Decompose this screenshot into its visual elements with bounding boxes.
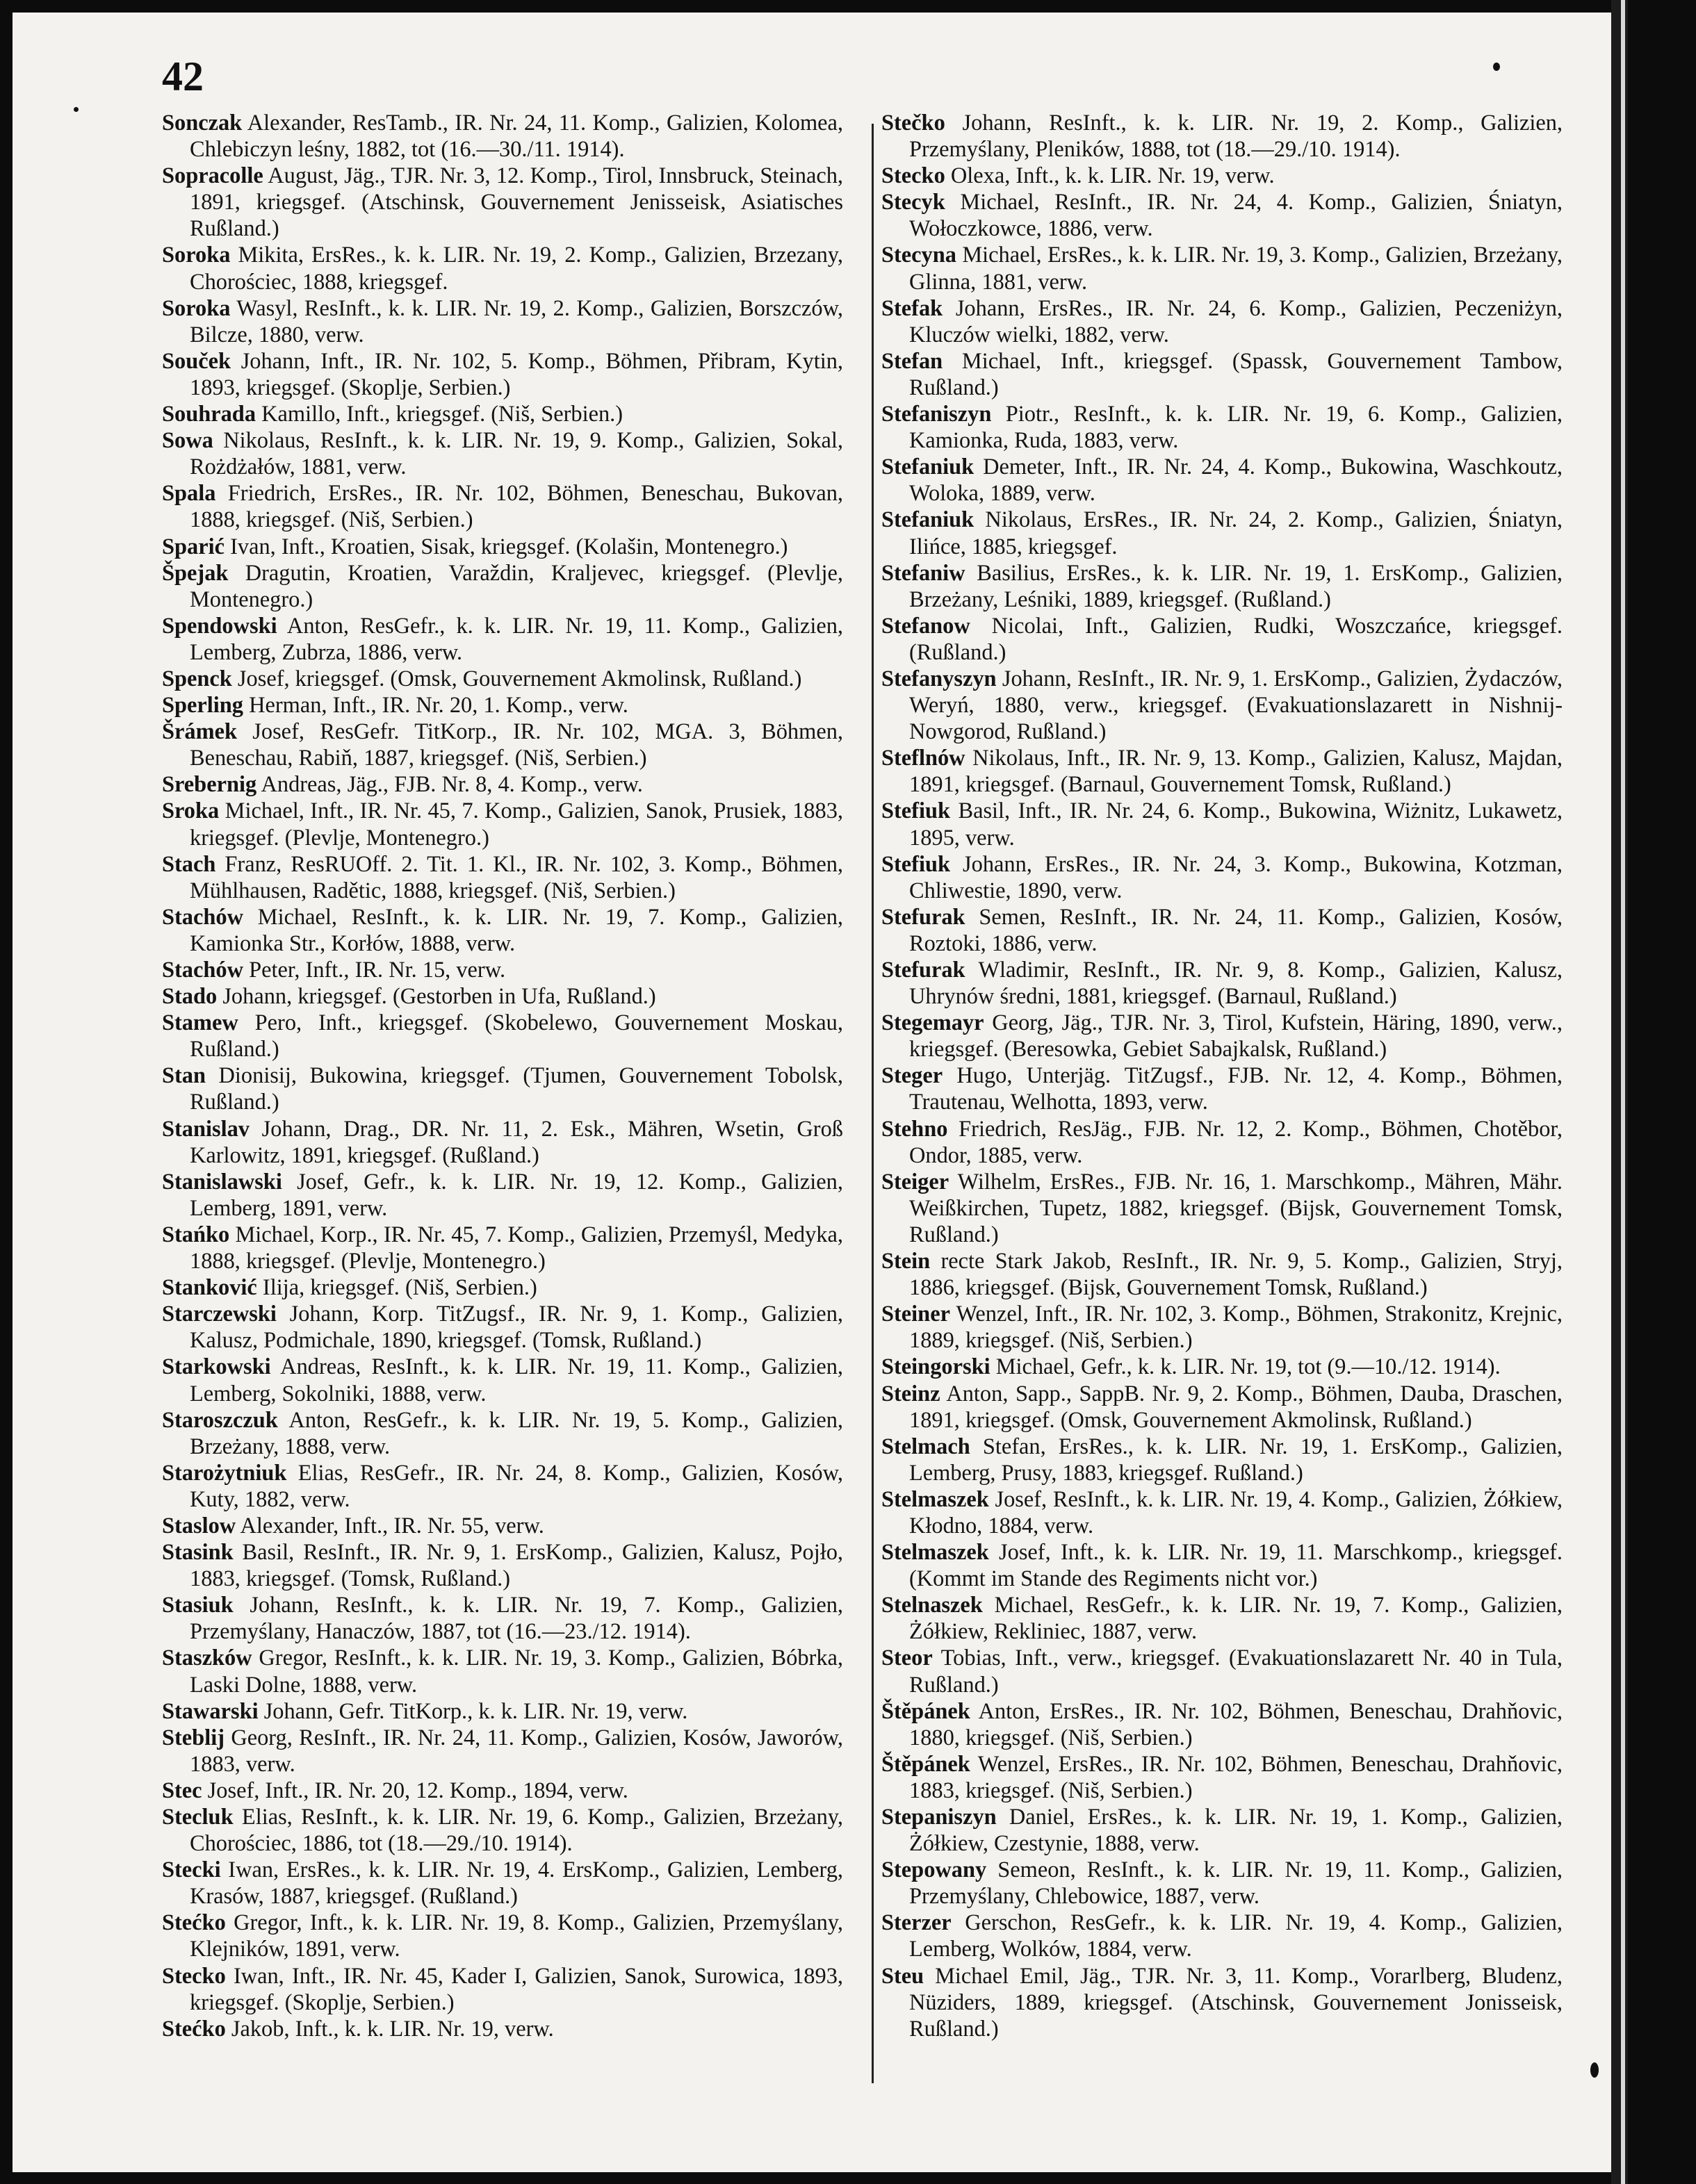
entry-surname: Stećko [162,2016,226,2042]
entry-details: Johann, ResInft., k. k. LIR. Nr. 19, 7. Komp., Galizien, Przemyślany, Hanaczów, 1887, tot (16.—23./12. 1914). [190,1593,843,1645]
register-entry [162,851,843,904]
register-entry [881,613,1563,666]
entry-details: Michael, Korp., IR. Nr. 45, 7. Komp., Galizien, Przemyśl, Medyka, 1888, kriegsgef. (Plevlje, Montenegro.) [190,1222,843,1274]
register-entry [162,1062,843,1115]
entry-surname: Stefaniszyn [881,402,992,427]
entry-surname: Stanković [162,1275,257,1301]
entry-details: Elias, ResGefr., IR. Nr. 24, 8. Komp., Galizien, Kosów, Kuty, 1882, verw. [190,1460,843,1512]
entry-details: Michael, ResInft., k. k. LIR. Nr. 19, 7. Komp., Galizien, Kamionka Str., Korłów, 1888, verw. [190,904,843,956]
entry-surname: Stepaniszyn [881,1805,997,1830]
entry-details: Daniel, ErsRes., k. k. LIR. Nr. 19, 1. Komp., Galizien, Żółkiew, Czestynie, 1888, verw. [909,1805,1563,1857]
entry-details: Anton, ResGefr., k. k. LIR. Nr. 19, 11. Komp., Galizien, Lemberg, Zubrza, 1886, verw. [190,613,843,665]
right-column [881,110,1563,2042]
entry-surname: Sowa [162,428,213,454]
register-entry [162,957,843,983]
entry-surname: Stefaniw [881,560,965,586]
entry-surname: Stachów [162,958,243,983]
entry-details: Nikolaus, ErsRes., IR. Nr. 24, 2. Komp., Galizien, Śniatyn, Ilińce, 1885, kriegsgef. [909,507,1563,559]
register-entry [162,904,843,957]
entry-details: Olexa, Inft., k. k. LIR. Nr. 19, verw. [950,163,1275,189]
entry-details: Wenzel, ErsRes., IR. Nr. 102, Böhmen, Beneschau, Drahňovic, 1883, kriegsgef. (Niš, Serbien.) [909,1751,1563,1803]
entry-surname: Stamew [162,1010,238,1036]
register-entry [881,110,1563,163]
register-entry [881,957,1563,1010]
register-entry [162,2016,843,2042]
entry-details: Andreas, ResInft., k. k. LIR. Nr. 19, 11. Komp., Galizien, Lemberg, Sokolniki, 1888, verw. [190,1354,844,1406]
entry-surname: Steu [881,1963,924,1989]
register-entry [162,1857,843,1910]
register-entry [162,692,843,719]
entry-details: Wenzel, Inft., IR. Nr. 102, 3. Komp., Böhmen, Strakonitz, Krejnic, 1889, kriegsgef. (Niš, Serbien.) [909,1302,1563,1354]
register-entry [162,1698,843,1725]
entry-surname: Šrámek [162,719,237,745]
entry-details: Peter, Inft., IR. Nr. 15, verw. [249,958,506,983]
entry-details: Nikolaus, Inft., IR. Nr. 9, 13. Komp., Galizien, Kalusz, Majdan, 1891, kriegsgef. (Barnaul, Gouvernement Tomsk, Rußland.) [909,746,1563,798]
entry-details: Alexander, ResTamb., IR. Nr. 24, 11. Komp., Galizien, Kolomea, Chlebiczyn leśny, 1882, tot (16.—30./11. 1914). [190,110,843,163]
entry-surname: Stan [162,1063,206,1089]
register-entry [881,1857,1563,1910]
entry-details: Johann, ErsRes., IR. Nr. 24, 3. Komp., Bukowina, Kotzman, Chliwestie, 1890, verw. [909,851,1563,903]
entry-details: Gregor, Inft., k. k. LIR. Nr. 19, 8. Komp., Galizien, Przemyślany, Klejników, 1891, verw. [190,1910,843,1962]
entry-surname: Steiger [881,1169,949,1194]
entry-details: Elias, ResInft., k. k. LIR. Nr. 19, 6. Komp., Galizien, Brzeżany, Chorościec, 1886, tot (18.—29./10. 1914). [190,1805,843,1857]
entry-details: Michael, Inft., kriegsgef. (Spassk, Gouvernement Tambow, Rußland.) [909,348,1563,400]
entry-surname: Stehno [881,1116,948,1142]
register-entry [881,1354,1563,1380]
entry-surname: Stecyk [881,190,945,215]
register-entry [881,1963,1563,2042]
entry-details: Michael, ResInft., IR. Nr. 24, 4. Komp., Galizien, Śniatyn, Wołoczkowce, 1886, verw. [909,190,1563,242]
entry-details: Franz, ResRUOff. 2. Tit. 1. Kl., IR. Nr. 102, 3. Komp., Böhmen, Mühlhausen, Radětic, 1888, kriegsgef. (Niš, Serbien.) [190,851,843,903]
register-entry [162,1354,843,1406]
entry-surname: Steor [881,1645,933,1671]
entry-surname: Souhrada [162,402,256,427]
entry-surname: Sparić [162,534,225,559]
register-entry [881,401,1563,454]
entry-details: Josef, kriegsgef. (Omsk, Gouvernement Akmolinsk, Rußland.) [237,666,802,691]
entry-surname: Špejak [162,560,229,586]
entry-details: Johann, Gefr. TitKorp., k. k. LIR. Nr. 19, verw. [263,1698,688,1724]
entry-surname: Stefiuk [881,851,950,877]
entry-surname: Sonczak [162,110,243,136]
entry-details: Anton, ResGefr., k. k. LIR. Nr. 19, 5. Komp., Galizien, Brzeżany, 1888, verw. [190,1407,843,1459]
register-entry [162,163,843,242]
entry-details: Michael Emil, Jäg., TJR. Nr. 3, 11. Komp., Vorarlberg, Bludenz, Nüziders, 1889, kriegsgef. (Atschinsk, Gouvernement Jonisseisk, Rußland.) [909,1963,1563,2042]
entry-surname: Sopracolle [162,163,263,189]
entry-details: Dragutin, Kroatien, Varaždin, Kraljevec, kriegsgef. (Plevlje, Montenegro.) [190,560,843,612]
entry-details: Nikolaus, ResInft., k. k. LIR. Nr. 19, 9. Komp., Galizien, Sokal, Rożdżałów, 1881, verw. [190,428,843,480]
entry-surname: Stanislav [162,1116,250,1142]
register-entry [881,745,1563,798]
entry-details: Johann, Inft., IR. Nr. 102, 5. Komp., Böhmen, Přibram, Kytin, 1893, kriegsgef. (Skoplje, Serbien.) [190,348,843,400]
register-entry [162,1725,843,1777]
entry-details: Johann, Drag., DR. Nr. 11, 2. Esk., Mähren, Wsetin, Groß Karlowitz, 1891, kriegsgef. (Rußland.) [190,1116,843,1168]
entry-details: Michael, Inft., IR. Nr. 45, 7. Komp., Galizien, Sanok, Prusiek, 1883, kriegsgef. (Plevlje, Montenegro.) [190,798,843,851]
entry-surname: Stefak [881,295,943,321]
entry-surname: Stec [162,1777,202,1803]
entry-surname: Stefanyszyn [881,666,997,691]
entry-details: Semen, ResInft., IR. Nr. 24, 11. Komp., Galizien, Kosów, Roztoki, 1886, verw. [909,904,1563,956]
register-entry [162,983,843,1010]
entry-surname: Staroszczuk [162,1407,278,1433]
entry-surname: Stefurak [881,958,965,983]
entry-surname: Sterzer [881,1910,952,1936]
entry-details: Johann, ErsRes., IR. Nr. 24, 6. Komp., Galizien, Peczeniżyn, Kluczów wielki, 1882, verw. [909,295,1563,347]
register-entry [881,242,1563,295]
entry-details: Mikita, ErsRes., k. k. LIR. Nr. 19, 2. Komp., Galizien, Brzezany, Chorościec, 1888, kriegsgef. [190,243,843,295]
entry-surname: Stecyna [881,243,956,268]
entry-details: Andreas, Jäg., FJB. Nr. 8, 4. Komp., verw. [261,772,643,798]
entry-details: Wilhelm, ErsRes., FJB. Nr. 16, 1. Marschkomp., Mähren, Mähr. Weißkirchen, Tupetz, 1882, kriegsgef. (Bijsk, Gouvernement Tomsk, Rußland.) [909,1169,1563,1247]
register-entry [162,1116,843,1169]
entry-details: Alexander, Inft., IR. Nr. 55, verw. [240,1513,544,1538]
entry-details: Wladimir, ResInft., IR. Nr. 9, 8. Komp., Galizien, Kalusz, Uhrynów średni, 1881, kriegsgef. (Barnaul, Rußland.) [909,958,1563,1010]
register-entry [162,1777,843,1804]
register-entry [162,110,843,163]
page-edge [1611,0,1628,2184]
register-entry [881,1486,1563,1539]
entry-surname: Stachów [162,904,243,930]
register-entry [881,1592,1563,1645]
entry-surname: Sroka [162,798,220,824]
entry-details: Friedrich, ErsRes., IR. Nr. 102, Böhmen, Beneschau, Bukovan, 1888, kriegsgef. (Niš, Serbien.) [190,481,843,533]
entry-surname: Steger [881,1063,943,1089]
entry-details: Stefan, ErsRes., k. k. LIR. Nr. 19, 1. ErsKomp., Galizien, Lemberg, Prusy, 1883, kriegsgef. Rußland.) [909,1434,1563,1486]
entry-details: Demeter, Inft., IR. Nr. 24, 4. Komp., Bukowina, Waschkoutz, Woloka, 1889, verw. [909,454,1563,507]
entry-details: Johann, Korp. TitZugsf., IR. Nr. 9, 1. Komp., Galizien, Kalusz, Podmichale, 1890, kriegsgef. (Tomsk, Rußland.) [190,1302,843,1354]
register-entry [162,1169,843,1222]
register-entry [881,1751,1563,1804]
register-entry [881,1301,1563,1354]
entry-details: Anton, Sapp., SappB. Nr. 9, 2. Komp., Böhmen, Dauba, Draschen, 1891, kriegsgef. (Omsk, Gouvernement Akmolinsk, Rußland.) [909,1381,1563,1433]
entry-surname: Stecki [162,1857,221,1883]
entry-surname: Stefaniuk [881,454,975,480]
entry-surname: Stanislawski [162,1169,282,1194]
register-entry [881,1062,1563,1115]
left-column [162,110,843,2042]
entry-details: Dionisij, Bukowina, kriegsgef. (Tjumen, Gouvernement Tobolsk, Rußland.) [190,1063,843,1115]
register-entry [881,1248,1563,1301]
page-number: 42 [162,54,204,99]
entry-details: Georg, ResInft., IR. Nr. 24, 11. Komp., Galizien, Kosów, Jaworów, 1883, verw. [190,1725,843,1777]
entry-details: Jakob, Inft., k. k. LIR. Nr. 19, verw. [231,2016,554,2042]
register-entry [881,851,1563,904]
entry-surname: Stach [162,851,216,877]
entry-details: Piotr., ResInft., k. k. LIR. Nr. 19, 6. Komp., Galizien, Kamionka, Ruda, 1883, verw. [909,402,1563,454]
entry-surname: Souček [162,348,231,374]
entry-details: Gregor, ResInft., k. k. LIR. Nr. 19, 3. Komp., Galizien, Bóbrka, Laski Dolne, 1888, verw. [190,1645,843,1698]
entry-surname: Stelnaszek [881,1593,983,1618]
entry-details: Wasyl, ResInft., k. k. LIR. Nr. 19, 2. Komp., Galizien, Borszczów, Bilcze, 1880, verw. [190,295,843,347]
entry-details: Tobias, Inft., verw., kriegsgef. (Evakuationslazarett Nr. 40 in Tula, Rußland.) [909,1645,1563,1698]
entry-surname: Soroka [162,295,231,321]
register-entry [881,507,1563,559]
entry-surname: Starkowski [162,1354,271,1380]
entry-details: Gerschon, ResGefr., k. k. LIR. Nr. 19, 4. Komp., Galizien, Lemberg, Wolków, 1884, verw. [909,1910,1563,1962]
entry-surname: Staszków [162,1645,252,1671]
document-page [13,13,1611,2172]
register-entry [162,1804,843,1857]
register-entry [881,1645,1563,1698]
register-entry [162,1222,843,1274]
register-entry [881,798,1563,851]
register-entry [881,1010,1563,1062]
register-entry [162,1645,843,1698]
register-entry [162,1274,843,1301]
ink-speck [74,107,79,112]
register-entry [162,534,843,560]
entry-details: Michael, Gefr., k. k. LIR. Nr. 19, tot (9.—10./12. 1914). [995,1354,1501,1380]
entry-surname: Stasink [162,1540,234,1566]
page-edge-highlight [1621,0,1625,2184]
register-entry [162,1513,843,1539]
register-entry [881,560,1563,613]
register-entry [881,163,1563,189]
register-entry [881,454,1563,507]
entry-details: Josef, ResInft., k. k. LIR. Nr. 19, 4. Komp., Galizien, Żółkiew, Kłodno, 1884, verw. [909,1486,1563,1538]
entry-surname: Stefanow [881,613,970,639]
entry-surname: Stefaniuk [881,507,975,533]
entry-surname: Stelmaszek [881,1486,989,1512]
entry-surname: Štěpánek [881,1751,970,1777]
entry-details: Josef, Inft., IR. Nr. 20, 12. Komp., 1894, verw. [207,1777,628,1803]
entry-surname: Sperling [162,693,243,719]
register-entry [162,480,843,533]
register-entry [162,1010,843,1062]
entry-details: Josef, Inft., k. k. LIR. Nr. 19, 11. Marschkomp., kriegsgef. (Kommt im Stande des Regiments nicht vor.) [909,1540,1563,1592]
register-entry [162,1910,843,1962]
entry-details: Nicolai, Inft., Galizien, Rudki, Woszczańce, kriegsgef. (Rußland.) [909,613,1563,665]
entry-details: Hugo, Unterjäg. TitZugsf., FJB. Nr. 12, 4. Komp., Böhmen, Trautenau, Welhotta, 1893, verw. [909,1063,1563,1115]
ink-speck [1493,63,1500,71]
register-entry [881,295,1563,348]
register-entry [162,242,843,295]
entry-details: Kamillo, Inft., kriegsgef. (Niš, Serbien.) [261,402,623,427]
register-entry [881,1434,1563,1486]
entry-surname: Stefiuk [881,798,950,824]
register-entry [881,348,1563,401]
entry-surname: Soroka [162,243,231,268]
register-entry [881,666,1563,745]
entry-details: Josef, ResGefr. TitKorp., IR. Nr. 102, MGA. 3, Böhmen, Beneschau, Rabiň, 1887, kriegsgef. (Niš, Serbien.) [190,719,843,771]
register-entry [881,1169,1563,1248]
entry-surname: Stepowany [881,1857,987,1883]
entry-surname: Stecluk [162,1805,234,1830]
entry-details: Anton, ErsRes., IR. Nr. 102, Böhmen, Beneschau, Drahňovic, 1880, kriegsgef. (Niš, Serbien.) [909,1698,1563,1750]
entry-details: Basil, ResInft., IR. Nr. 9, 1. ErsKomp., Galizien, Kalusz, Pojło, 1883, kriegsgef. (Tomsk, Rußland.) [190,1540,843,1592]
entry-details: recte Stark Jakob, ResInft., IR. Nr. 9, 5. Komp., Galizien, Stryj, 1886, kriegsgef. (Bijsk, Gouvernement Tomsk, Rußland.) [909,1249,1563,1301]
entry-details: Josef, Gefr., k. k. LIR. Nr. 19, 12. Komp., Galizien, Lemberg, 1891, verw. [190,1169,843,1221]
register-entry [881,1116,1563,1169]
entry-details: Johann, ResInft., IR. Nr. 9, 1. ErsKomp., Galizien, Żydaczów, Weryń, 1880, verw., kriegsgef. (Evakuationslazarett in Nishnij-Nowgorod, Rußland.) [909,666,1563,745]
entry-details: Ilija, kriegsgef. (Niš, Serbien.) [262,1275,537,1301]
entry-details: Iwan, Inft., IR. Nr. 45, Kader I, Galizien, Sanok, Surowica, 1893, kriegsgef. (Skoplje, Serbien.) [190,1963,843,2015]
register-entry [162,1539,843,1592]
register-entry [162,1460,843,1513]
register-entry [162,613,843,666]
entry-surname: Steingorski [881,1354,990,1380]
register-entry [162,666,843,692]
ink-speck [1590,2062,1599,2078]
entry-surname: Stein [881,1249,931,1274]
column-divider [872,124,874,2083]
register-entry [881,189,1563,242]
entry-details: Ivan, Inft., Kroatien, Sisak, kriegsgef. (Kolašin, Montenegro.) [230,534,788,559]
register-entry [162,401,843,427]
entry-surname: Stelmach [881,1434,970,1459]
register-entry [162,560,843,613]
entry-surname: Steflnów [881,746,965,771]
register-entry [162,1963,843,2016]
register-entry [162,1592,843,1645]
entry-details: Herman, Inft., IR. Nr. 20, 1. Komp., verw. [249,693,628,719]
entry-surname: Spala [162,481,216,507]
entry-surname: Stećko [162,1910,226,1936]
entry-surname: Stečko [881,110,945,136]
entry-surname: Stasiuk [162,1593,234,1618]
entry-surname: Stelmaszek [881,1540,989,1566]
entry-surname: Staslow [162,1513,236,1538]
entry-details: Pero, Inft., kriegsgef. (Skobelewo, Gouvernement Moskau, Rußland.) [190,1010,843,1062]
register-entry [881,1804,1563,1857]
entry-surname: Stefan [881,348,943,374]
entry-details: August, Jäg., TJR. Nr. 3, 12. Komp., Tirol, Innsbruck, Steinach, 1891, kriegsgef. (Atschinsk, Gouvernement Jenisseisk, Asiatisches Rußland.) [190,163,844,242]
entry-surname: Spendowski [162,613,277,639]
register-entry [162,348,843,401]
entry-details: Iwan, ErsRes., k. k. LIR. Nr. 19, 4. ErsKomp., Galizien, Lemberg, Krasów, 1887, kriegsgef. (Rußland.) [190,1857,843,1910]
entry-surname: Stańko [162,1222,230,1247]
register-entry [162,427,843,480]
entry-details: Semeon, ResInft., k. k. LIR. Nr. 19, 11. Komp., Galizien, Przemyślany, Chlebowice, 1887, verw. [909,1857,1563,1910]
entry-surname: Stegemayr [881,1010,984,1036]
register-entry [881,1539,1563,1592]
entry-surname: Spenck [162,666,232,691]
entry-surname: Starczewski [162,1302,277,1327]
register-entry [881,904,1563,957]
entry-surname: Steiner [881,1302,950,1327]
register-entry [881,1698,1563,1751]
entry-details: Basilius, ErsRes., k. k. LIR. Nr. 19, 1. ErsKomp., Galizien, Brzeżany, Leśniki, 1889, kriegsgef. (Rußland.) [909,560,1563,612]
entry-details: Georg, Jäg., TJR. Nr. 3, Tirol, Kufstein, Häring, 1890, verw., kriegsgef. (Beresowka, Gebiet Sabajkalsk, Rußland.) [909,1010,1563,1062]
register-entry [162,719,843,771]
entry-surname: Stefurak [881,904,965,930]
entry-details: Johann, ResInft., k. k. LIR. Nr. 19, 2. Komp., Galizien, Przemyślany, Pleników, 1888, tot (18.—29./10. 1914). [909,110,1563,163]
entry-surname: Stecko [162,1963,226,1989]
entry-details: Michael, ErsRes., k. k. LIR. Nr. 19, 3. Komp., Galizien, Brzeżany, Glinna, 1881, verw. [909,243,1563,295]
register-entry [162,1407,843,1460]
entry-details: Johann, kriegsgef. (Gestorben in Ufa, Rußland.) [222,984,656,1010]
register-entry [162,771,843,798]
entry-surname: Štěpánek [881,1698,970,1724]
entry-surname: Srebernig [162,772,257,798]
register-entry [881,1910,1563,1962]
entry-details: Friedrich, ResJäg., FJB. Nr. 12, 2. Komp., Böhmen, Chotěbor, Ondor, 1885, verw. [909,1116,1563,1168]
entry-surname: Stawarski [162,1698,259,1724]
entry-surname: Stecko [881,163,945,189]
entry-surname: Steblij [162,1725,225,1750]
register-entry [162,1301,843,1354]
register-entry [162,798,843,851]
register-entry [881,1381,1563,1434]
entry-surname: Starożytniuk [162,1460,287,1486]
entry-details: Basil, Inft., IR. Nr. 24, 6. Komp., Bukowina, Wiżnitz, Lukawetz, 1895, verw. [909,798,1563,851]
entry-surname: Steinz [881,1381,940,1406]
entry-details: Michael, ResGefr., k. k. LIR. Nr. 19, 7. Komp., Galizien, Żółkiew, Rekliniec, 1887, verw. [909,1593,1563,1645]
register-entry [162,295,843,348]
entry-surname: Stado [162,984,218,1010]
